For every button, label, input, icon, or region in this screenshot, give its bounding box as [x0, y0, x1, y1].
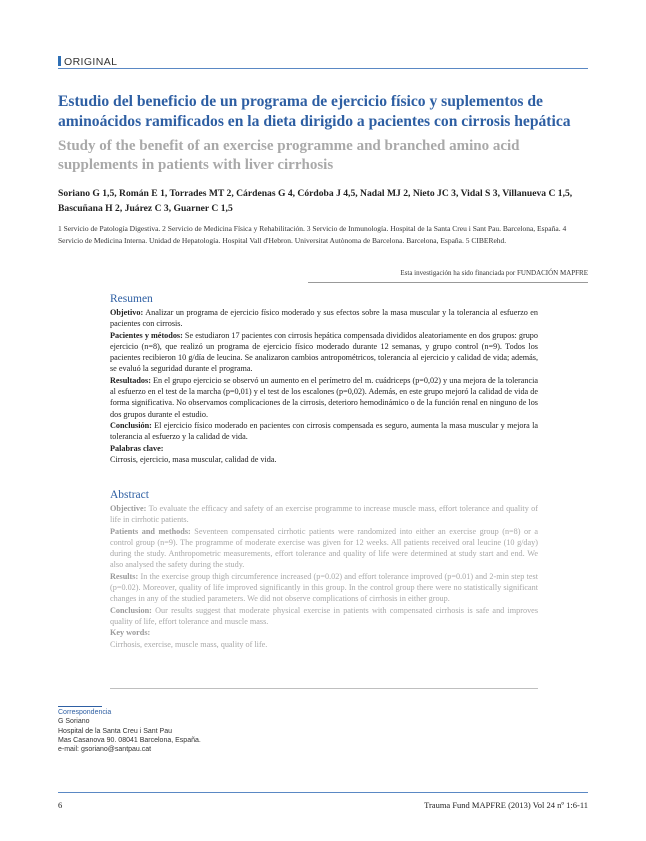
correspondence-address-1: Hospital de la Santa Creu i Sant Pau: [58, 727, 173, 735]
abstract-results: [110, 571, 538, 605]
correspondence-name: G Soriano: [58, 718, 90, 726]
affiliations: 1 Servicio de Patología Digestiva. 2 Servicio de Medicina Física y Rehabilitación. 3 Servicio de Inmunología. Hospital de la Santa Creu i Sant Pau. Barcelona, España. 4 Servicio de Medicina Interna. Unidad de Hepatología. Hospital Vall d'Hebron. Universitat Autònoma de Barcelona. Barcelona, España. 5 CIBERehd.: [58, 224, 567, 245]
objective-text: To evaluate the efficacy and safety of an exercise programme to increase muscle mass, effort tolerance and quality of life in cirrhotic patients.: [110, 504, 538, 525]
section-label: [58, 56, 117, 68]
conclusion-text-en: Our results suggest that moderate physical exercise in patients with compensated cirrhosis is safe and improves quality of life, effort tolerance and muscle mass.: [110, 605, 539, 626]
footer-rule: [58, 792, 588, 793]
title-spanish: Estudio del beneficio de un programa de ejercicio físico y suplementos de aminoácidos ramificados en la dieta dirigido a pacientes con cirrosis hepática: [58, 93, 571, 130]
section-marker: [58, 56, 61, 66]
correspondence-address-2: Mas Casanova 90. 08041 Barcelona, España.: [58, 736, 201, 744]
abstract-bottom-rule: [110, 688, 538, 689]
resumen-conclusion: [110, 420, 538, 443]
palabras-label: Palabras clave:: [110, 443, 164, 453]
resultados-label: Resultados:: [110, 375, 151, 385]
objective-label: Objective:: [110, 504, 147, 513]
conclusion-text: El ejercicio físico moderado en pacientes con cirrosis compensada es seguro, aumenta la masa muscular y mejora la tolerancia al esfuerzo y la calidad de vida.: [110, 420, 538, 442]
correspondence-rule: [58, 706, 102, 707]
resultados-text: En el grupo ejercicio se observó un aumento en el perímetro del m. cuádriceps (p=0,02) y una mejora de la tolerancia al esfuerzo en el test de la marcha (p=0,01) y el test de los escalones (p=0,02). Además, en este grupo mejoró la calidad de vida de forma significativa. No observamos complicaciones de la cirrosis, deterioro hemodinámico o de la función renal en ninguno de los dos grupos durante el estudio.: [110, 375, 539, 419]
correspondence-heading: Correspondencia: [58, 709, 112, 716]
pacientes-label: Pacientes y métodos:: [110, 330, 183, 340]
authors-line-1: Soriano G 1,5, Román E 1, Torrades MT 2, Cárdenas G 4, Córdoba J 4,5, Nadal MJ 2, Nieto JC 3, Vidal S 3, Villanueva C 1,5,: [58, 188, 573, 199]
title-english: Study of the benefit of an exercise programme and branched amino acid supplements in patients with liver cirrhosis: [58, 138, 520, 173]
abstract-keywords-label: [110, 627, 538, 638]
abstract-keywords: Cirrhosis, exercise, muscle mass, quality of life.: [110, 639, 268, 649]
header-rule: [58, 68, 588, 69]
correspondence-block: [58, 708, 201, 754]
objetivo-text: Analizar un programa de ejercicio físico moderado y sus efectos sobre la masa muscular y la tolerancia al esfuerzo en pacientes con cirrosis.: [110, 308, 538, 329]
resumen-section: [110, 293, 538, 465]
objetivo-label: Objetivo:: [110, 308, 144, 317]
abstract-objective: [110, 503, 538, 526]
correspondence-email[interactable]: e-mail: gsoriano@santpau.cat: [58, 746, 152, 754]
patients-label: Patients and methods:: [110, 526, 191, 536]
abstract-heading: Abstract: [110, 489, 149, 501]
resumen-objetivo: [110, 307, 538, 330]
conclusion-label-en: Conclusion:: [110, 605, 152, 615]
funding-note: Esta investigación ha sido financiada por FUNDACIÓN MAPFRE: [400, 269, 588, 277]
page-number: 6: [58, 800, 63, 810]
resumen-palabras-label: [110, 443, 538, 454]
authors: [58, 186, 588, 216]
section-label-text: ORIGINAL: [64, 56, 118, 68]
resumen-pacientes: [110, 330, 538, 375]
abstract-conclusion: [110, 605, 538, 628]
authors-line-2: Bascuñana H 2, Juárez C 3, Guarner C 1,5: [58, 203, 233, 214]
journal-citation: Trauma Fund MAPFRE (2013) Vol 24 nº 1:6-11: [424, 800, 588, 810]
resumen-palabras: Cirrosis, ejercicio, masa muscular, calidad de vida.: [110, 454, 277, 464]
abstract-section: [110, 489, 538, 650]
results-text: In the exercise group thigh circumference increased (p=0.02) and effort tolerance improved (p=0.01) and 2-min step test (p=0.02). Moreover, quality of life improved significantly in this group. In the control group there were no statistically significant changes in any of the studied parameters. We did not observe complications of cirrhosis in either group.: [110, 571, 539, 604]
pacientes-text: Se estudiaron 17 pacientes con cirrosis hepática compensada divididos aleatoriamente en dos grupos: grupo ejercicio (n=8), que realizó un programa de ejercicio físico moderado durante 12 semanas, y grupo control (n=9). Todos los pacientes recibieron 10 g/día de leucina. Se analizaron cambios antropométricos, tolerancia al ejercicio y calidad de vida; además, se evaluó la seguridad durante el programa.: [110, 330, 538, 374]
conclusion-label: Conclusión:: [110, 420, 152, 430]
abstract-patients: [110, 526, 538, 571]
funding-rule: [308, 282, 588, 283]
results-label: Results:: [110, 571, 139, 581]
resumen-resultados: [110, 375, 538, 420]
keywords-label: Key words:: [110, 628, 151, 638]
resumen-heading: Resumen: [110, 293, 153, 305]
patients-text: Seventeen compensated cirrhotic patients were randomized into either an exercise group (n=8) or a control group (n=9). The programme of moderate exercise was given for 12 weeks. All patients received oral leucine (10 g/day) during the study. Anthropometric measurements, effort tolerance and quality of life were determined at study start and end. We also analysed the safety during the study.: [110, 526, 538, 570]
